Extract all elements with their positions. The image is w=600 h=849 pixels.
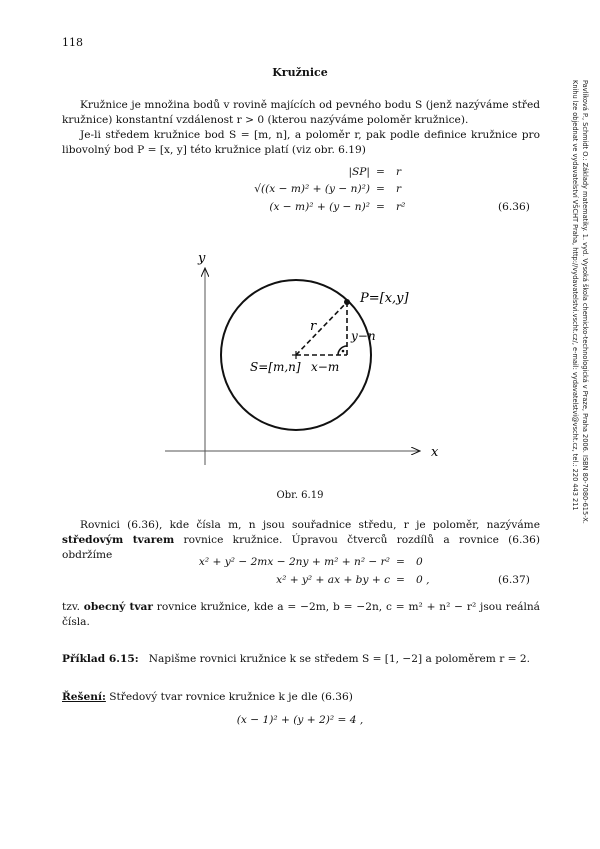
- circle-figure: [150, 240, 450, 470]
- eq-636-line3-left: (x − m)² + (y − n)²: [269, 201, 370, 213]
- radius-line: [296, 302, 347, 355]
- eq-636-line2-op: =: [376, 183, 385, 195]
- section-title: Kružnice: [272, 66, 328, 79]
- citation-text: [570, 80, 590, 560]
- intro-paragraph: Kružnice je množina bodů v rovině majících od pevného bodu S (jenž nazýváme střed kružnice) konstantní vzdálenost r > 0 (kterou nazýváme poloměr kružnice).: [62, 99, 540, 126]
- horizontal-leg-label: x−m: [311, 360, 340, 374]
- eq-637-line1-left: x² + y² − 2mx − 2ny + m² + n² − r²: [198, 556, 390, 568]
- center-label: S=[m,n]: [250, 360, 301, 374]
- vertical-leg-label: y−n: [351, 329, 376, 343]
- standard-form-text-post: rovnice kružnice. Úpravou čtverců rozdílů a rovnice (6.36) obdržíme: [62, 534, 540, 561]
- standard-form-term: středovým tvarem: [62, 534, 175, 546]
- equation-number-6-36: (6.36): [498, 201, 530, 213]
- example-label: Příklad 6.15:: [62, 653, 139, 665]
- example-6-15: [62, 652, 540, 667]
- radius-label: r: [310, 319, 317, 334]
- equation-6-37: [0, 556, 600, 592]
- eq-636-line1-left: |SP|: [348, 166, 370, 178]
- general-form-text-pre: tzv.: [62, 601, 84, 613]
- x-axis-label: x: [431, 445, 439, 460]
- citation-line-1: Pavlíková P., Schmidt O.: Základy matematiky. 1. vyd. Vysoká škola chemicko-technologická v Praze, Praha 2006. ISBN 80-7080-615-X.: [581, 80, 589, 524]
- general-form-text-post: rovnice kružnice, kde a = −2m, b = −2n, c = m² + n² − r² jsou reálná čísla.: [62, 601, 540, 628]
- right-angle-dot: [342, 350, 345, 353]
- solution-label: Řešení:: [62, 691, 106, 703]
- eq-636-line1-op: =: [376, 166, 385, 178]
- definition-paragraph: Je-li středem kružnice bod S = [m, n], a poloměr r, pak podle definice kružnice pro libovolný bod P = [x, y] této kružnice platí (viz obr. 6.19): [62, 129, 540, 156]
- point-p-label: P=[x,y]: [360, 291, 409, 306]
- standard-form-text-pre: Rovnici (6.36), kde čísla m, n jsou souřadnice středu, r je poloměr, nazýváme: [80, 519, 540, 531]
- point-p: [344, 299, 350, 305]
- eq-637-line1-right: 0: [416, 556, 423, 568]
- page-number: 118: [62, 36, 83, 49]
- citation-sidebar: [548, 80, 590, 560]
- eq-636-line3-right: r²: [396, 201, 406, 213]
- example-text: Napišme rovnici kružnice k se středem S = [1, −2] a poloměrem r = 2.: [148, 653, 530, 665]
- solution: [62, 690, 540, 705]
- eq-636-line3-op: =: [376, 201, 385, 213]
- equation-number-6-37: (6.37): [498, 574, 530, 586]
- citation-line-2: Knihu lze objednat ve vydavatelství VŠCHT Praha, http://vydavatelstvi.vscht.cz/, e-mail: vydavatelstvi@vscht.cz, tel.: 220 443 211: [571, 80, 579, 511]
- eq-637-line1-op: =: [396, 556, 405, 568]
- figure-caption: Obr. 6.19: [276, 490, 324, 501]
- eq-636-line1-right: r: [396, 166, 402, 178]
- equation-6-36: [0, 166, 600, 218]
- solution-equation: (x − 1)² + (y + 2)² = 4 ,: [236, 714, 364, 726]
- y-axis-label: y: [198, 251, 206, 266]
- eq-637-line2-op: =: [396, 574, 405, 586]
- eq-637-line2-right: 0 ,: [416, 574, 430, 586]
- eq-636-line2-right: r: [396, 183, 402, 195]
- general-form-paragraph: [62, 600, 540, 630]
- solution-text: Středový tvar rovnice kružnice k je dle (6.36): [109, 691, 353, 703]
- general-form-term: obecný tvar: [83, 601, 153, 613]
- eq-636-line2-left: √((x − m)² + (y − n)²): [254, 183, 370, 195]
- eq-637-line2-left: x² + y² + ax + by + c: [276, 574, 390, 586]
